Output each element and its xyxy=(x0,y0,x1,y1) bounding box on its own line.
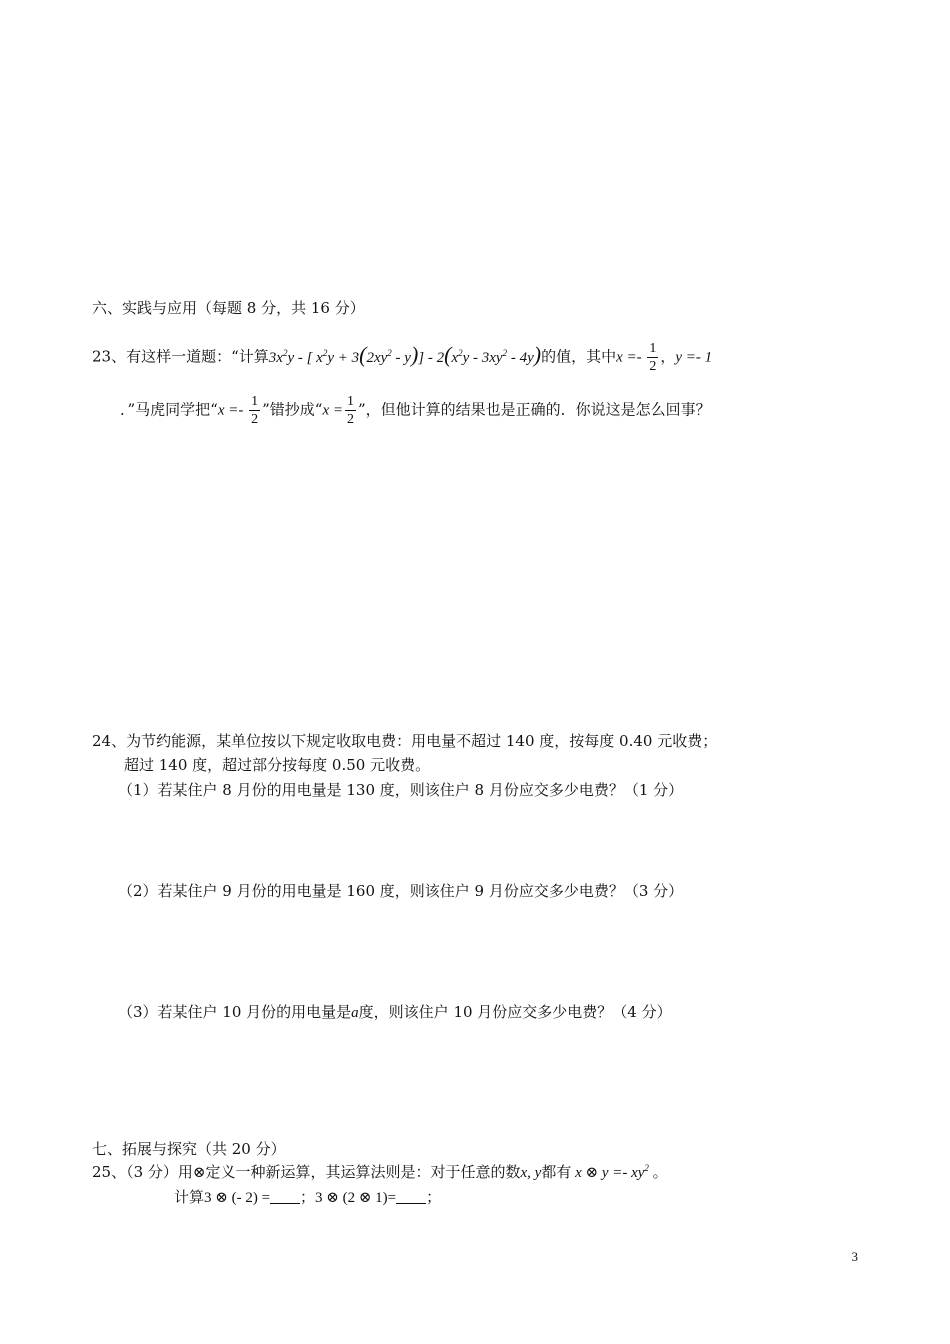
fraction-half: $\frac{1}{2}$ xyxy=(251,394,259,427)
question-24-line-2: 超过 140 度，超过部分按每度 0.50 元收费。 xyxy=(124,756,431,774)
section-7-heading: 七、拓展与探究（共 20 分） xyxy=(92,1140,286,1158)
question-24-part-2: （2）若某住户 9 月份的用电量是 160 度，则该住户 9 月份应交多少电费？（3 分） xyxy=(118,882,684,900)
question-23-line-1: 23、有这样一道题：“计算$3x^2y$ - [ $x^2y + 3(2xy^2 - y)] - 2(x^2y - 3xy^2 - 4y)$的值，其中x =- $\frac{1}{2}$ ，y =- 1 xyxy=(92,341,713,374)
fraction-half: $\frac{1}{2}$ xyxy=(649,341,657,374)
y-value: y =- 1 xyxy=(675,349,713,366)
question-24-part-1: （1）若某住户 8 月份的用电量是 130 度，则该住户 8 月份应交多少电费？（1 分） xyxy=(118,781,684,799)
question-24-line-1: 24、为节约能源，某单位按以下规定收取电费：用电量不超过 140 度，按每度 0.40 元收费； xyxy=(92,732,718,750)
fraction-half: $\frac{1}{2}$ xyxy=(347,394,354,427)
operation-rule: x ⊗ $y =- xy^2$ xyxy=(571,1163,649,1181)
question-23-line-2: ．”马虎同学把“x =- $\frac{1}{2}$ ”错抄成“x = $\frac{1}{2}$ ”，但他计算的结果也是正确的．你说这是怎么回事？ xyxy=(120,394,711,427)
question-24-part-3: （3）若某住户 10 月份的用电量是a度，则该住户 10 月份应交多少电费？（4 分） xyxy=(118,1003,672,1021)
page-number: 3 xyxy=(851,1249,858,1264)
question-25-line-2: 计算3 ⊗ (- 2) = ；3 ⊗ (2 ⊗ 1)= ； xyxy=(174,1188,442,1206)
question-23-number: 23 xyxy=(92,347,112,366)
answer-blank-2[interactable] xyxy=(396,1189,426,1204)
expression-23: $3x^2y$ - [ $x^2y + 3(2xy^2 - y)] - 2(x^2y - 3xy^2 - 4y)$ xyxy=(268,341,542,367)
answer-blank-1[interactable] xyxy=(270,1189,300,1204)
section-6-heading: 六、实践与应用（每题 8 分，共 16 分） xyxy=(92,299,365,317)
question-25-line-1: 25、（3 分）用⊗定义一种新运算，其运算法则是：对于任意的数x, y都有 x ⊗ $y =- xy^2$ 。 xyxy=(92,1163,668,1181)
x-value: x =- xyxy=(616,349,646,366)
